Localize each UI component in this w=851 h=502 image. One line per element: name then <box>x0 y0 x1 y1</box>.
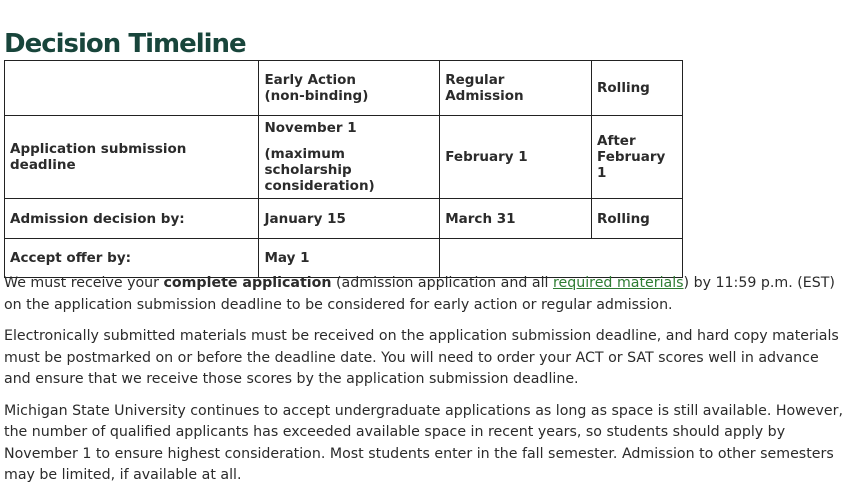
early-action-deadline-note: (maximum scholarship consideration) <box>264 146 375 194</box>
complete-application-bold: complete application <box>163 275 332 291</box>
header-early-action-note: (non-binding) <box>264 88 369 104</box>
header-rolling: Rolling <box>592 61 683 116</box>
early-action-accept: May 1 <box>259 239 440 278</box>
row-label: Application submission deadline <box>5 116 259 199</box>
table-row <box>5 199 683 239</box>
page-title: Decision Timeline <box>4 29 246 59</box>
paragraph-text: (admission application and all <box>331 275 553 291</box>
early-action-deadline <box>259 116 440 199</box>
header-regular-admission: Regular Admission <box>440 61 592 116</box>
early-action-deadline-date: November 1 <box>264 120 357 136</box>
table-cell-empty <box>440 239 683 278</box>
early-action-decision: January 15 <box>259 199 440 239</box>
required-materials-link[interactable]: required materials <box>552 275 684 291</box>
table-cell-empty <box>5 61 259 116</box>
paragraph-electronic-materials: Electronically submitted materials must be received on the application submission deadline, and hard copy materials must be postmarked on or before the deadline date. You will need to order your ACT or SAT scores well in advance and ensure that we receive those scores by the application submission deadline. <box>4 328 839 387</box>
rolling-decision: Rolling <box>592 199 683 239</box>
table-row <box>5 116 683 199</box>
row-label: Accept offer by: <box>5 239 259 278</box>
header-early-action <box>259 61 440 116</box>
rolling-deadline: After February 1 <box>592 116 683 199</box>
paragraph-text: ) by 11:59 p.m. (EST) on the application submission deadline to be considered for early action or regular admission. <box>4 275 835 313</box>
regular-deadline: February 1 <box>440 116 592 199</box>
table-header-row <box>5 61 683 116</box>
paragraph-text: We must receive your <box>4 275 164 291</box>
decision-timeline-table <box>4 60 683 278</box>
body-text <box>4 273 847 497</box>
table-row <box>5 239 683 278</box>
regular-decision: March 31 <box>440 199 592 239</box>
paragraph-rolling-admission: Michigan State University continues to accept undergraduate applications as long as space is still available. However, the number of qualified applicants has exceeded available space in recent years, so students should apply by November 1 to ensure highest consideration. Most students enter in the fall semester. Admission to other semesters may be limited, if available at all. <box>4 402 843 483</box>
header-early-action-title: Early Action <box>264 72 356 88</box>
row-label: Admission decision by: <box>5 199 259 239</box>
paragraph-complete-application <box>4 273 847 316</box>
